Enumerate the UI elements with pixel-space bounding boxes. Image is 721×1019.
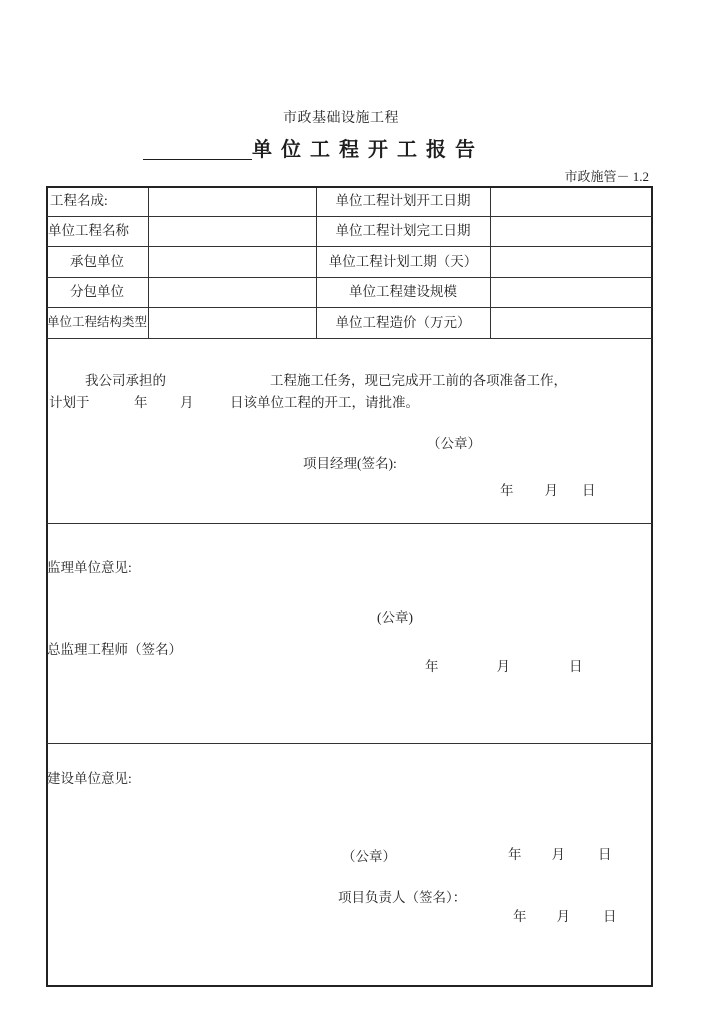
cell-value-structure-type <box>150 309 314 336</box>
construction-date2-month: 月 <box>556 909 570 924</box>
supervision-sign-label: 总监理工程师（签名） <box>47 642 182 657</box>
supervision-seal-label: (公章) <box>377 610 413 625</box>
cell-label-contractor: 承包单位 <box>70 254 124 269</box>
application-date-day: 日 <box>582 483 596 498</box>
form-code: 市政施管－ 1.2 <box>564 169 649 184</box>
cell-label-project-cost: 单位工程造价（万元） <box>335 315 471 330</box>
cell-value-planned-duration <box>492 248 651 276</box>
construction-sign-label: 项目负责人（签名）： <box>338 890 467 905</box>
construction-date1-year: 年 <box>508 847 522 862</box>
construction-date-row-1 <box>508 843 612 863</box>
table-grid-line-v1 <box>148 188 149 338</box>
cell-value-planned-start-date <box>492 188 651 215</box>
doc-category: 市政基础设施工程 <box>283 111 399 126</box>
cell-label-project-name: 工程名成: <box>50 193 108 208</box>
supervision-date-row <box>425 655 583 675</box>
cell-value-project-name <box>150 188 314 215</box>
cell-label-unit-project-name: 单位工程名称 <box>48 223 129 238</box>
cell-value-construction-scale <box>492 279 651 306</box>
table-grid-line-h5 <box>47 338 652 339</box>
construction-heading: 建设单位意见: <box>47 771 132 786</box>
application-line2-rest: 日该单位工程的开工，请批准。 <box>230 395 419 410</box>
supervision-heading: 监理单位意见: <box>47 560 132 575</box>
table-grid-line-v3 <box>490 188 491 338</box>
cell-value-planned-finish-date <box>492 218 651 245</box>
supervision-date-month: 月 <box>496 659 510 674</box>
construction-date1-month: 月 <box>551 847 565 862</box>
application-date-row <box>500 479 596 499</box>
construction-date2-year: 年 <box>513 909 527 924</box>
cell-value-project-cost <box>492 309 651 336</box>
construction-date-row-2 <box>513 905 617 925</box>
section-divider-1 <box>47 523 652 524</box>
construction-date2-day: 日 <box>603 909 617 924</box>
supervision-date-day: 日 <box>569 659 583 674</box>
cell-label-structure-type: 单位工程结构类型 <box>47 315 148 329</box>
application-date-year: 年 <box>500 483 514 498</box>
construction-seal-label: （公章） <box>342 849 396 864</box>
cell-label-planned-duration: 单位工程计划工期（天） <box>328 254 478 269</box>
cell-value-subcontractor <box>150 279 314 306</box>
application-line2-lead: 计划于 <box>49 395 90 410</box>
cell-value-unit-project-name <box>150 218 314 245</box>
cell-label-planned-finish-date: 单位工程计划完工日期 <box>335 223 471 238</box>
application-date-month: 月 <box>544 483 558 498</box>
application-line2-month-label: 月 <box>180 395 194 410</box>
construction-date1-day: 日 <box>598 847 612 862</box>
section-divider-2 <box>47 743 652 744</box>
cell-value-contractor <box>150 248 314 275</box>
application-seal-label: （公章） <box>427 436 481 451</box>
title-blank-underline <box>143 140 252 160</box>
cell-label-construction-scale: 单位工程建设规模 <box>349 284 457 299</box>
application-sign-label: 项目经理(签名): <box>303 456 397 471</box>
page-title: 单 位 工 程 开 工 报 告 <box>252 139 477 161</box>
application-line1-lead: 我公司承担的 <box>85 373 166 388</box>
application-line2-year-label: 年 <box>134 395 148 410</box>
supervision-date-year: 年 <box>425 659 439 674</box>
cell-label-planned-start-date: 单位工程计划开工日期 <box>335 193 471 208</box>
application-line1-rest: 工程施工任务，现已完成开工前的各项准备工作， <box>270 373 567 388</box>
cell-label-subcontractor: 分包单位 <box>70 284 124 299</box>
